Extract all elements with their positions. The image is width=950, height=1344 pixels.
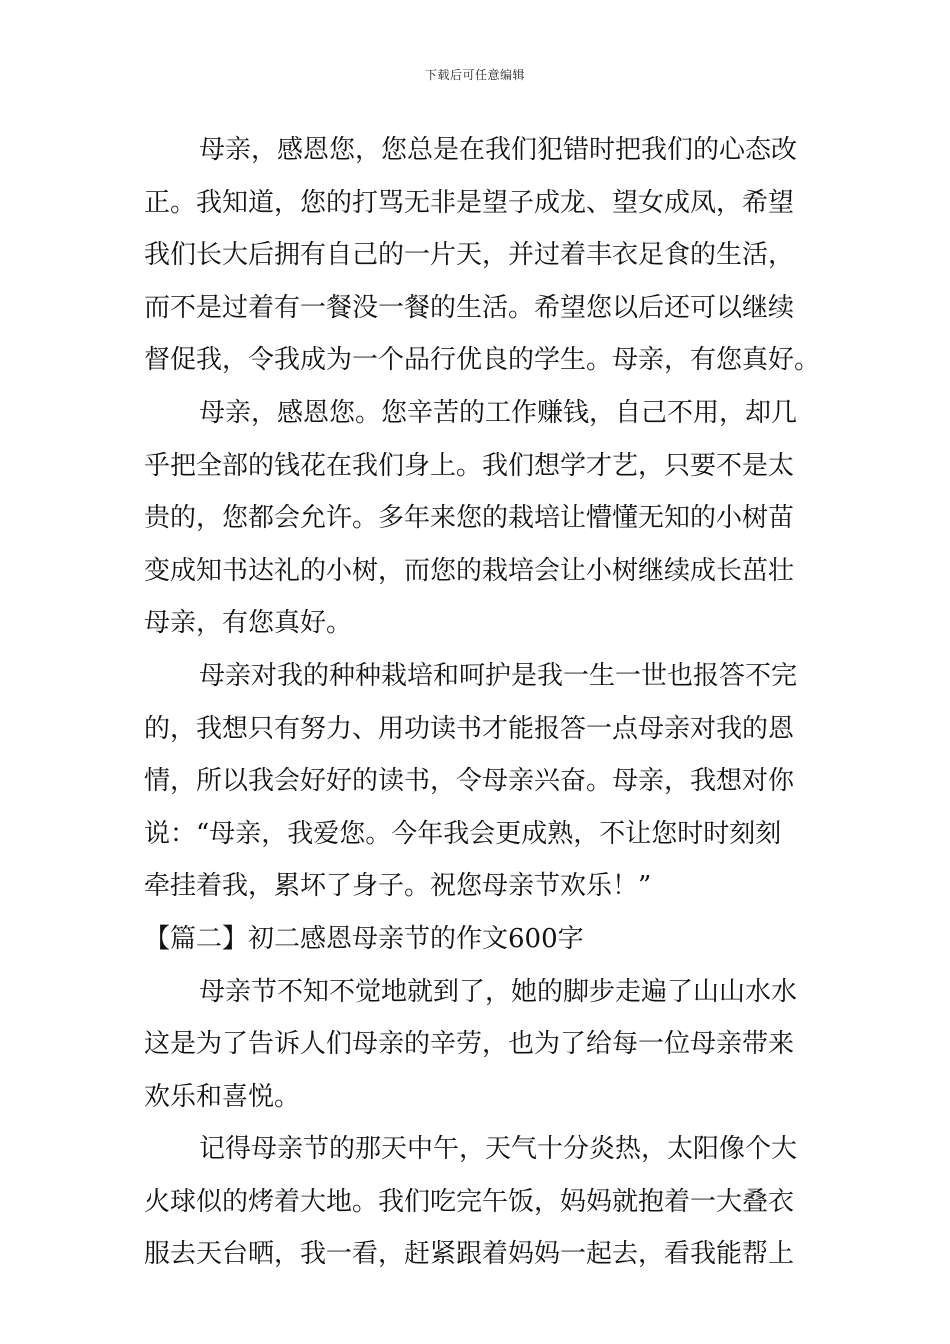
text-line: 说：“母亲，我爱您。今年我会更成熟，不让您时时刻刻 (144, 818, 782, 849)
text-line: 欢乐和喜悦。 (144, 1081, 301, 1112)
text-line: 服去天台晒，我一看，赶紧跟着妈妈一起去，看我能帮上 (144, 1239, 795, 1270)
text-line: 的，我想只有努力、用功读书才能报答一点母亲对我的恩 (144, 713, 795, 744)
text-line: 母亲，感恩您，您总是在我们犯错时把我们的心态改 (199, 135, 798, 165)
text-line: 母亲对我的种种栽培和呵护是我一生一世也报答不完 (199, 660, 798, 691)
header-note: 下载后可任意编辑 (424, 68, 525, 82)
text-line: 火球似的烤着大地。我们吃完午饭，妈妈就抱着一大叠衣 (144, 1186, 795, 1217)
text-line: 乎把全部的钱花在我们身上。我们想学才艺，只要不是太 (144, 450, 795, 481)
text-line: 母亲，有您真好。 (144, 608, 353, 639)
text-line: 记得母亲节的那天中午，天气十分炎热，太阳像个大 (199, 1134, 798, 1165)
text-line: 我们长大后拥有自己的一片天，并过着丰衣足食的生活， (144, 240, 795, 271)
body-text (144, 124, 821, 1281)
text-line: 而不是过着有一餐没一餐的生活。希望您以后还可以继续 (144, 292, 795, 323)
text-line: 牵挂着我，累坏了身子。祝您母亲节欢乐！” (144, 871, 652, 902)
text-line: 变成知书达礼的小树，而您的栽培会让小树继续成长茁壮 (144, 555, 795, 586)
text-line: 督促我，令我成为一个品行优良的学生。母亲，有您真好。 (144, 345, 821, 376)
text-line: 贵的，您都会允许。多年来您的栽培让懵懂无知的小树苗 (144, 503, 795, 534)
section-heading: 【篇二】初二感恩母亲节的作文600字 (144, 923, 584, 954)
text-line: 正。我知道，您的打骂无非是望子成龙、望女成凤，希望 (144, 187, 795, 218)
text-line: 这是为了告诉人们母亲的辛劳，也为了给每一位母亲带来 (144, 1029, 795, 1060)
text-line: 母亲，感恩您。您辛苦的工作赚钱，自己不用，却几 (199, 397, 798, 428)
text-line: 情，所以我会好好的读书，令母亲兴奋。母亲，我想对你 (144, 766, 795, 797)
text-line: 母亲节不知不觉地就到了，她的脚步走遍了山山水水 (199, 976, 798, 1007)
